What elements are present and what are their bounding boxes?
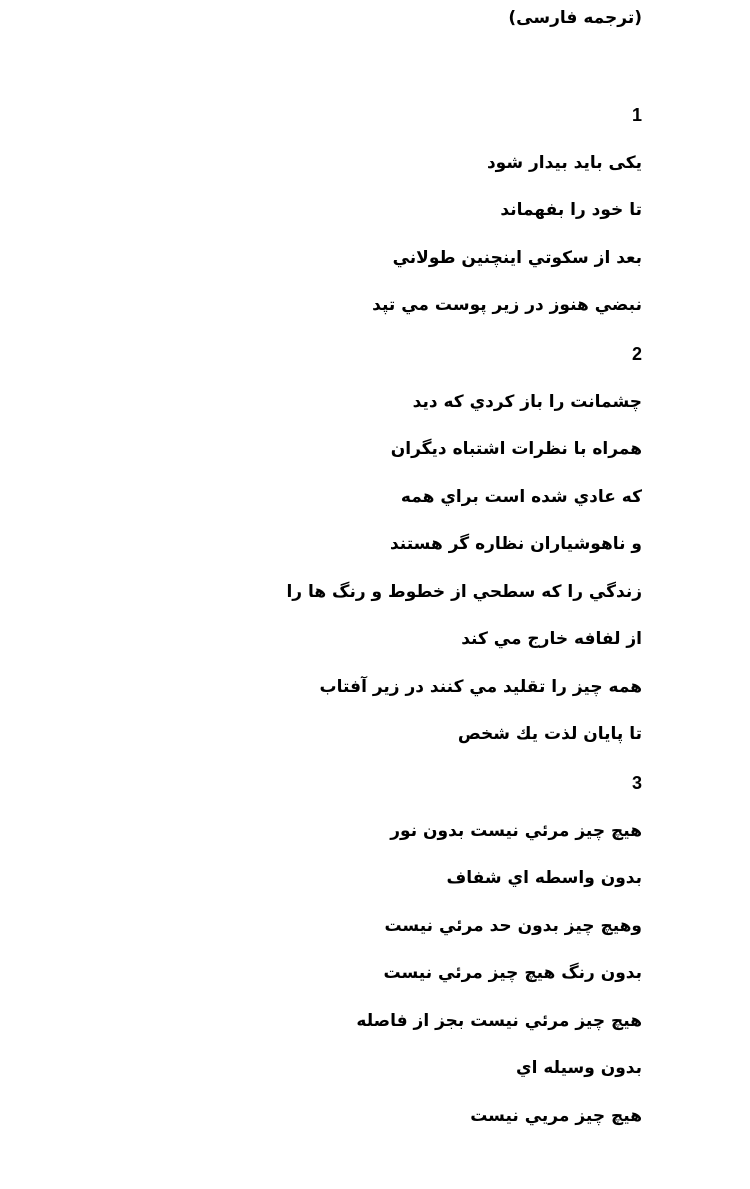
poem-line: بعد از سکوتي اينچنین طولاني (392, 248, 642, 268)
section-number: 3 (631, 773, 642, 793)
poem-line: همراه با نظرات اشتباه ديگران (390, 439, 642, 459)
poem-line: كه عادي شده است براي همه (400, 487, 642, 507)
poem-line: هيچ چيز مريي نيست (470, 1106, 642, 1126)
poem-line: از لفافه خارج مي كند (461, 629, 642, 649)
poem-line: همه چيز را تقليد مي كنند در زير آفتاب (319, 677, 642, 697)
poem-line: وهيچ چيز بدون حد مرئي نيست (384, 916, 642, 936)
poem-line: زندگي را كه سطحي از خطوط و رنگ ها را (286, 582, 642, 602)
poem-line: هيچ چيز مرئي نيست بجز از فاصله (356, 1011, 642, 1031)
poem-line: بدون وسيله اي (516, 1058, 642, 1078)
poem-line: بدون رنگ هيچ چيز مرئي نيست (383, 963, 642, 983)
poem-title: (ترجمه فارسی) (508, 8, 642, 28)
poem-line: چشمانت را باز كردي كه ديد (412, 392, 642, 412)
poem-line: یکی باید بیدار شود (486, 153, 642, 173)
poem-line: تا پايان لذت يك شخص (457, 724, 642, 744)
poem-line: نبضي هنوز در زير پوست مي تپد (372, 295, 642, 315)
poem-line: بدون واسطه اي شفاف (446, 868, 642, 888)
poem-line: تا خود را بفهماند (500, 200, 642, 220)
section-number: 1 (631, 105, 642, 125)
poem-line: و ناهوشياران نظاره گر هستند (389, 534, 642, 554)
poem-line: هيچ چيز مرئي نيست بدون نور (390, 821, 642, 841)
section-number: 2 (631, 344, 642, 364)
